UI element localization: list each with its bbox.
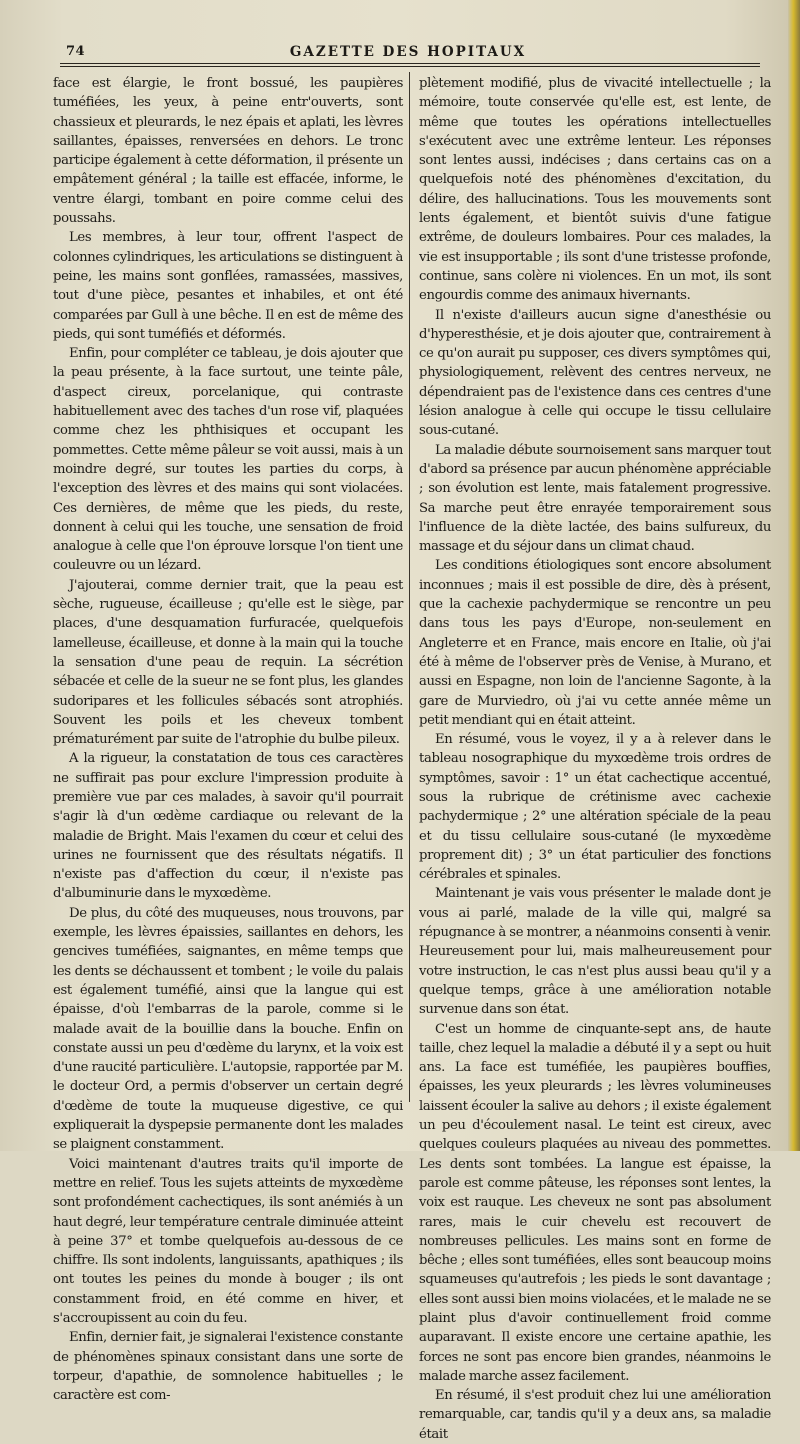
paragraph: J'ajouterai, comme dernier trait, que la peau est sèche, rugueuse, écailleuse ; qu'elle est le siège, par places, d'une desquamation furfuracée, quelquefois lamelleuse, écailleuse, et donne à la main qui la touche la sensation d'une peau de requin. La sécrétion sébacée et celle de la sueur ne se font plus, les glandes sudoripares et les follicules sébacés sont atrophiés. Souvent les poils et les cheveux tombent prématurément par suite de l'atrophie du bulbe pileux.	[53, 577, 403, 748]
page-edge	[788, 0, 800, 1151]
paragraph: Maintenant je vais vous présenter le malade dont je vous ai parlé, malade de la ville qui, malgré sa répugnance à se montrer, a néanmoins consenti à venir. Heureusement pour lui, mais malheureusement pour votre instruction, le cas n'est plus aussi beau qu'il y a quelque temps, grâce à une amélioration notable survenue dans son état.	[419, 886, 771, 1018]
paragraph: Enfin, pour compléter ce tableau, je dois ajouter que la peau présente, à la face surtout, une teinte pâle, d'aspect cireux, porcelanique, qui contraste habituellement avec des taches d'un rose vif, plaquées comme chez les phthisiques et occupant les pommettes. Cette même pâleur se voit aussi, mais à un moindre degré, sur toutes les parties du corps, à l'exception des lèvres et des mains qui sont violacées. Ces dernières, de même que les pieds, du reste, donnent à celui qui les touche, une sensation de froid analogue à celle que l'on éprouve lorsque l'on tient une couleuvre ou un lézard.	[53, 346, 403, 574]
paragraph: Voici maintenant d'autres traits qu'il importe de mettre en relief. Tous les sujets atteints de myxœdème sont profondément cachectiques, ils sont anémiés à un haut degré, leur température centrale diminuée atteint à peine 37° et tombe quelquefois au-dessous de ce chiffre. Ils sont indolents, languissants, apathiques ; ils ont toutes les peines du monde à bouger ; ils ont constamment froid, en été comme en hiver, et s'accroupissent au coin du feu.	[53, 1156, 403, 1326]
paragraph: Les conditions étiologiques sont encore absolument inconnues ; mais il est possible de dire, dès à présent, que la cachexie pachydermique se rencontre un peu dans tous les pays d'Europe, non-seulement en Angleterre et en France, mais encore en Italie, où j'ai été à même de l'observer près de Venise, à Murano, et aussi en Espagne, non loin de l'ancienne Sagonte, à la gare de Murviedro, où j'ai vu cette année même un petit mendiant qui en était atteint.	[419, 558, 771, 728]
right-column	[419, 74, 771, 1442]
paragraph: Il n'existe d'ailleurs aucun signe d'anesthésie ou d'hyperesthésie, et je dois ajouter que, contrairement à ce qu'on aurait pu supposer, ces divers symptômes qui, physiologiquement, relèvent des centres nerveux, ne dépendraient pas de l'existence dans ces centres d'une lésion analogue à celle qui occupe le tissu cellulaire sous-cutané.	[419, 307, 771, 439]
paragraph: De plus, du côté des muqueuses, nous trouvons, par exemple, les lèvres épaissies, saillantes en dehors, les gencives tuméfiées, saignantes, en même temps que les dents se déchaussent et tombent ; le voile du palais est également tuméfié, ainsi que la langue qui est épaisse, d'où l'embarras de la parole, comme si le malade avait de la bouillie dans la bouche. Enfin on constate aussi un peu d'œdème du larynx, et la voix est d'une raucité particulière. L'autopsie, rapportée par M. le docteur Ord, a permis d'observer un certain degré d'œdème de toute la muqueuse digestive, ce qui expliquerait la dyspepsie permanente dont les malades se plaignent constamment.	[53, 905, 403, 1153]
paragraph: En résumé, vous le voyez, il y a à relever dans le tableau nosographique du myxœdème trois ordres de symptômes, savoir : 1° un état cachectique accentué, sous la rubrique de crétinisme avec cachexie pachydermique ; 2° une altération spéciale de la peau et du tissu cellulaire sous-cutané (le myxœdème proprement dit) ; 3° un état particulier des fonctions cérébrales et spinales.	[419, 732, 771, 883]
paragraph: La maladie débute sournoisement sans marquer tout d'abord sa présence par aucun phénomène appréciable ; son évolution est lente, mais fatalement progressive. Sa marche peut être enrayée temporairement sous l'influence de la diète lactée, des bains sulfureux, du massage et du séjour dans un climat chaud.	[419, 442, 771, 555]
paragraph: En résumé, il s'est produit chez lui une amélioration remarquable, car, tandis qu'il y a deux ans, sa maladie était	[419, 1388, 771, 1442]
page-number: 74	[66, 44, 86, 59]
journal-title: GAZETTE DES HOPITAUX	[289, 44, 527, 60]
paragraph: plètement modifié, plus de vivacité intellectuelle ; la mémoire, toute conservée qu'elle est, est lente, de même que toutes les opérations intellectuelles s'exécutent avec une extrême lenteur. Les réponses sont lentes aussi, indécises ; dans certains cas on a quelquefois noté des phénomènes d'excitation, du délire, des hallucinations. Tous les mouvements sont lents également, et bientôt suivis d'une fatigue extrême, de douleurs lombaires. Pour ces malades, la vie est insupportable ; ils sont d'une tristesse profonde, continue, sans colère ni violences. En un mot, ils sont engourdis comme des animaux hivernants.	[419, 76, 771, 304]
left-column	[53, 74, 403, 1404]
paragraph: C'est un homme de cinquante-sept ans, de haute taille, chez lequel la maladie a débuté il y a sept ou huit ans. La face est tuméfiée, les paupières bouffies, épaisses, les yeux pleurards ; les lèvres volumineuses laissent écouler la salive au dehors ; il existe également un peu d'écoulement nasal. Le teint est cireux, avec quelques couleurs plaquées au niveau des pommettes. Les dents sont tombées. La langue est épaisse, la parole est comme pâteuse, les réponses sont lentes, la voix est rauque. Les cheveux ne sont pas absolument rares, mais le cuir chevelu est recouvert de nombreuses pellicules. Les mains sont en forme de bêche ; elles sont tuméfiées, elles sont beaucoup moins squameuses qu'autrefois ; les pieds le sont davantage ; elles sont aussi bien moins violacées, et le malade ne se plaint plus d'avoir continuellement froid comme auparavant. Il existe encore une certaine apathie, les forces ne sont pas encore bien grandes, néanmoins le malade marche assez facilement.	[419, 1021, 771, 1384]
paragraph: Enfin, dernier fait, je signalerai l'existence constante de phénomènes spinaux consistant dans une sorte de torpeur, d'apathie, de somnolence habituelles ; le caractère est com-	[53, 1330, 403, 1404]
header-rule	[60, 63, 760, 64]
paragraph: A la rigueur, la constatation de tous ces caractères ne suffirait pas pour exclure l'impression produite à première vue par ces malades, à savoir qu'il pourrait s'agir là d'un œdème cardiaque ou relevant de la maladie de Bright. Mais l'examen du cœur et celui des urines ne fournissent que des résultats négatifs. Il n'existe pas d'affection du cœur, il n'existe pas d'albuminurie dans le myxœdème.	[53, 751, 403, 902]
paragraph: Les membres, à leur tour, offrent l'aspect de colonnes cylindriques, les articulations se distinguent à peine, les mains sont gonflées, ramassées, massives, tout d'une pièce, pesantes et inhabiles, et ont été comparées par Gull à une bêche. Il en est de même des pieds, qui sont tuméfiés et déformés.	[53, 230, 403, 342]
column-divider	[409, 72, 410, 1102]
header-rule-thin	[60, 66, 760, 67]
page-header	[52, 38, 764, 62]
paragraph: face est élargie, le front bossué, les paupières tuméfiées, les yeux, à peine entr'ouverts, sont chassieux et pleurards, le nez épais et aplati, les lèvres saillantes, épaisses, renversées en dehors. Le tronc participe également à cette déformation, il présente un empâtement général ; la taille est effacée, informe, le ventre élargi, tombant en poire comme celui des poussahs.	[53, 76, 403, 227]
